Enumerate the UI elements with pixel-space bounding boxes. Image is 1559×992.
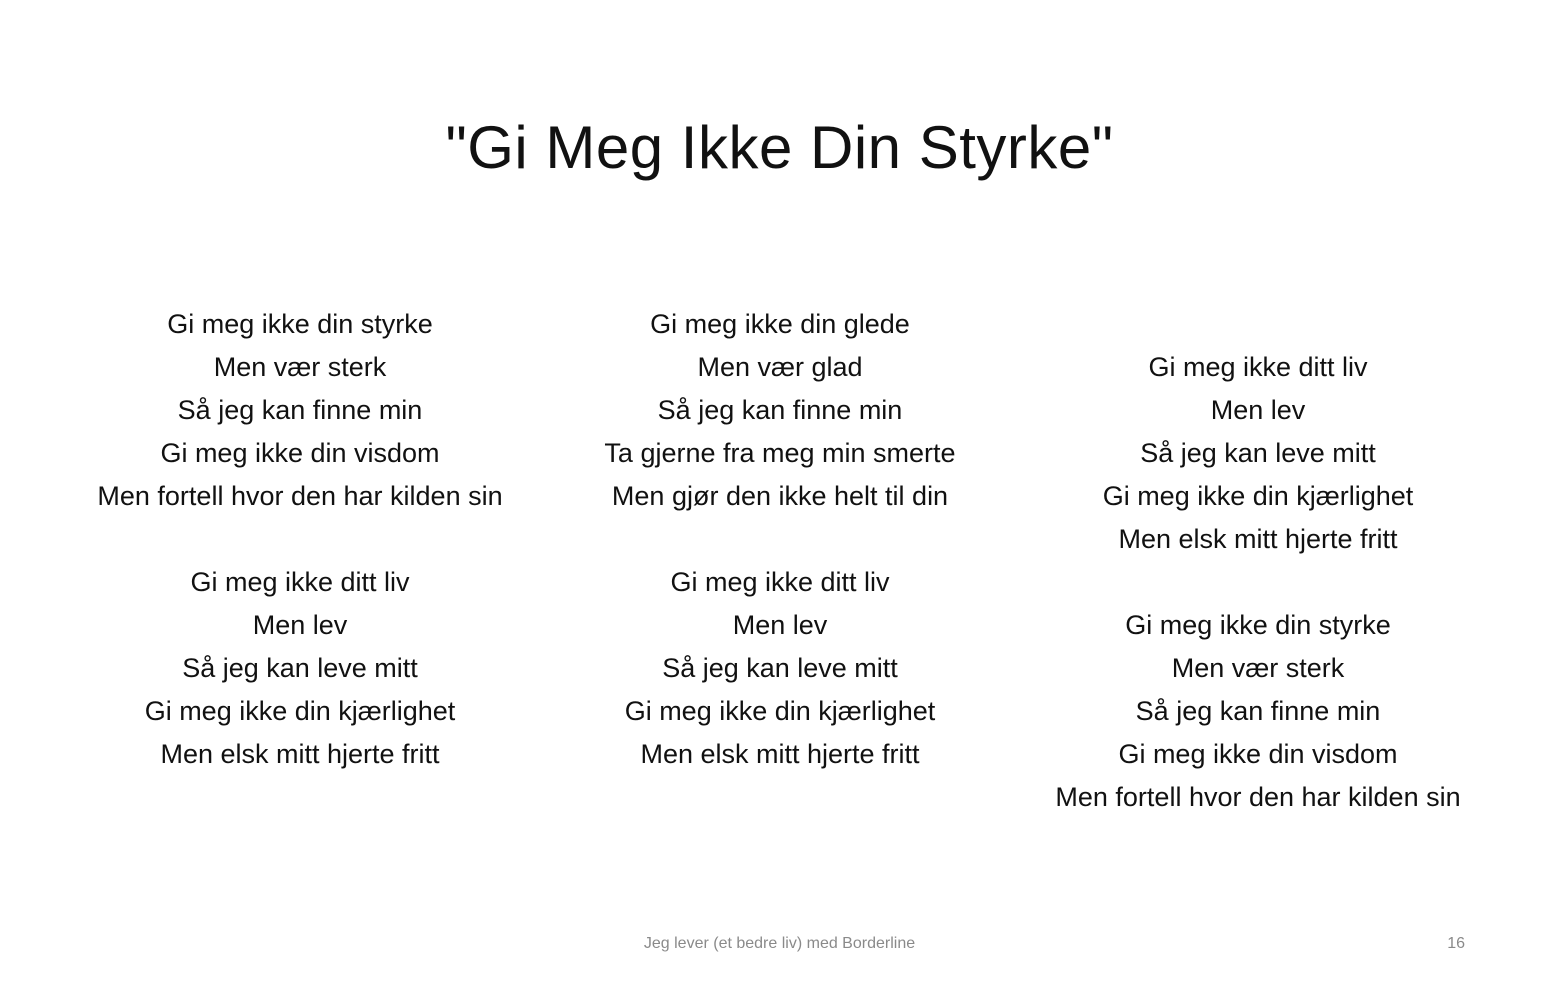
poem-line: Men gjør den ikke helt til din [611, 481, 949, 511]
poem-column-1 [50, 303, 550, 776]
poem-line: Men lev [732, 610, 828, 640]
poem-line: Men lev [252, 610, 348, 640]
poem-line: Gi meg ikke ditt liv [190, 567, 410, 597]
poem-line: Ta gjerne fra meg min smerte [604, 438, 956, 468]
poem-line: Gi meg ikke din kjærlighet [144, 696, 456, 726]
stanza [1008, 346, 1508, 561]
poem-line: Gi meg ikke din visdom [160, 438, 440, 468]
poem-line: Så jeg kan leve mitt [1140, 438, 1376, 468]
poem-line: Gi meg ikke din kjærlighet [624, 696, 936, 726]
poem-line: Men elsk mitt hjerte fritt [1118, 524, 1398, 554]
poem-line: Gi meg ikke din styrke [1125, 610, 1391, 640]
poem-line: Gi meg ikke ditt liv [670, 567, 890, 597]
poem-line: Gi meg ikke din kjærlighet [1102, 481, 1414, 511]
stanza [1008, 604, 1508, 819]
footer-text: Jeg lever (et bedre liv) med Borderline [643, 935, 916, 952]
poem-column-3 [1008, 346, 1508, 819]
poem-line: Men fortell hvor den har kilden sin [97, 481, 503, 511]
stanza [530, 561, 1030, 776]
stanza [50, 303, 550, 518]
slide-title: "Gi Meg Ikke Din Styrke" [445, 114, 1114, 181]
poem-line: Gi meg ikke din visdom [1118, 739, 1398, 769]
page-number: 16 [1447, 935, 1465, 952]
poem-line: Men fortell hvor den har kilden sin [1055, 782, 1461, 812]
poem-line: Gi meg ikke din glede [650, 309, 910, 339]
poem-line: Gi meg ikke ditt liv [1148, 352, 1368, 382]
poem-column-2 [530, 303, 1030, 776]
poem-line: Men vær glad [697, 352, 863, 382]
poem-line: Men elsk mitt hjerte fritt [160, 739, 440, 769]
poem-line: Men vær sterk [213, 352, 387, 382]
stanza [530, 303, 1030, 518]
poem-line: Men elsk mitt hjerte fritt [640, 739, 920, 769]
poem-line: Men lev [1210, 395, 1306, 425]
poem-line: Så jeg kan leve mitt [182, 653, 418, 683]
poem-line: Så jeg kan finne min [657, 395, 903, 425]
poem-line: Gi meg ikke din styrke [167, 309, 433, 339]
poem-line: Så jeg kan leve mitt [662, 653, 898, 683]
stanza [50, 561, 550, 776]
poem-line: Så jeg kan finne min [177, 395, 423, 425]
poem-line: Men vær sterk [1171, 653, 1345, 683]
poem-line: Så jeg kan finne min [1135, 696, 1381, 726]
